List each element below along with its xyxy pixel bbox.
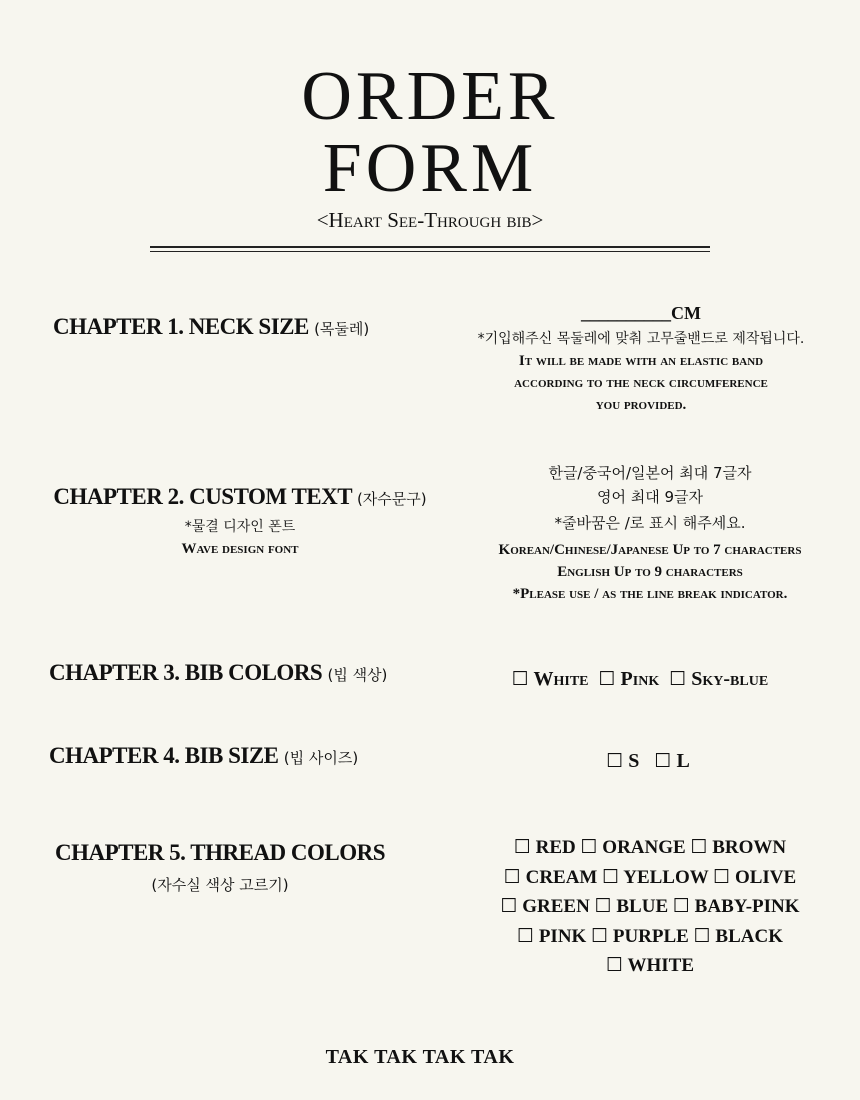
text-rule-en-3: *Please use / as the line break indicator. (512, 586, 788, 602)
bib-color-white-label: White (533, 668, 589, 690)
checkbox-icon: ☐ (602, 865, 620, 888)
thread-cream-label: CREAM (525, 866, 598, 888)
chapter-5-left (20, 840, 420, 895)
font-note-kor: *물결 디자인 폰트 (184, 519, 296, 535)
thread-pink-label: PINK (538, 925, 587, 947)
thread-cream-checkbox[interactable] (504, 867, 598, 888)
checkbox-icon: ☐ (513, 836, 531, 858)
chapter-1-label-kor: (목둘레) (314, 320, 370, 338)
checkbox-icon: ☐ (606, 750, 624, 772)
text-rule-en-1: Korean/Chinese/Japanese Up to 7 characters (498, 542, 802, 558)
chapter-3-label: CHAPTER 3. BIB COLORS (49, 660, 323, 685)
divider-top (150, 246, 710, 248)
thread-blue-label: BLUE (616, 896, 669, 917)
checkbox-icon: ☐ (598, 668, 616, 690)
chapter-3-title (49, 660, 387, 686)
checkbox-icon: ☐ (500, 895, 518, 917)
thread-purple-label: PURPLE (612, 925, 689, 947)
thread-brown-checkbox[interactable] (690, 837, 786, 858)
text-rule-kor-3: *줄바꿈은 /로 표시 해주세요. (554, 514, 746, 532)
checkbox-icon: ☐ (594, 895, 612, 917)
font-note-en: Wave design font (181, 541, 299, 557)
chapter-4-label: CHAPTER 4. BIB SIZE (49, 743, 279, 768)
chapter-4-title (49, 743, 358, 769)
thread-olive-label: OLIVE (734, 866, 797, 888)
thread-color-options (450, 833, 850, 981)
checkbox-icon: ☐ (654, 750, 672, 772)
thread-orange-label: ORANGE (602, 837, 686, 858)
checkbox-icon: ☐ (511, 668, 529, 690)
checkbox-icon: ☐ (606, 954, 624, 976)
subtitle: <Heart See-Through bib> (316, 208, 544, 232)
checkbox-icon: ☐ (580, 836, 598, 858)
title-line-2: FORM (322, 130, 538, 207)
bib-size-options (448, 750, 848, 773)
bib-size-s-label: S (628, 750, 640, 772)
thread-row-3 (450, 892, 850, 922)
chapter-2-details (440, 461, 860, 605)
checkbox-icon: ☐ (503, 865, 521, 888)
thread-black-checkbox[interactable] (694, 926, 783, 947)
thread-white-label: WHITE (627, 955, 694, 976)
thread-yellow-label: YELLOW (623, 866, 709, 888)
thread-brown-label: BROWN (712, 837, 787, 858)
chapter-2-title (40, 484, 440, 510)
thread-blue-checkbox[interactable] (595, 896, 669, 917)
text-rule-kor-2: 영어 최대 9글자 (596, 488, 704, 506)
thread-baby-pink-label: BABY-PINK (694, 896, 800, 917)
checkbox-icon: ☐ (693, 924, 711, 947)
bib-color-pink-checkbox[interactable] (599, 668, 660, 690)
text-rule-en-2: English Up to 9 characters (557, 564, 743, 580)
thread-black-label: BLACK (715, 925, 783, 947)
neck-note-en-3: you provided. (595, 397, 687, 413)
neck-note-kor: *기입해주신 목둘레에 맞춰 고무줄밴드로 제작됩니다. (477, 331, 805, 347)
checkbox-icon: ☐ (591, 924, 609, 947)
checkbox-icon: ☐ (672, 895, 690, 917)
thread-olive-checkbox[interactable] (713, 867, 796, 888)
neck-note-en-2: according to the neck circumference (514, 375, 768, 391)
thread-row-1 (450, 833, 850, 863)
divider-bottom (150, 251, 710, 252)
neck-size-blank: __________CM (581, 303, 701, 323)
thread-white-checkbox[interactable] (606, 955, 694, 976)
chapter-5-label: CHAPTER 5. THREAD COLORS (54, 840, 386, 865)
chapter-5-label-kor: (자수실 색상 고르기) (151, 876, 289, 894)
thread-baby-pink-checkbox[interactable] (673, 896, 800, 917)
text-rule-kor-1: 한글/중국어/일본어 최대 7글자 (548, 464, 752, 482)
chapter-4-label-kor: (빕 사이즈) (283, 749, 359, 767)
bib-size-s-checkbox[interactable] (606, 750, 639, 772)
bib-color-options (440, 668, 840, 691)
chapter-1-title (53, 314, 369, 340)
title-line-1: ORDER (301, 58, 559, 135)
chapter-2-label-kor: (자수문구) (356, 490, 427, 508)
thread-green-checkbox[interactable] (500, 896, 589, 917)
bib-color-white-checkbox[interactable] (512, 668, 589, 690)
thread-orange-checkbox[interactable] (581, 837, 686, 858)
chapter-3-label-kor: (빕 색상) (327, 666, 388, 684)
bib-color-skyblue-label: Sky-blue (691, 668, 769, 690)
bib-size-l-checkbox[interactable] (654, 750, 689, 772)
thread-yellow-checkbox[interactable] (602, 867, 708, 888)
checkbox-icon: ☐ (669, 668, 687, 690)
chapter-1-details (460, 302, 822, 416)
checkbox-icon: ☐ (517, 924, 535, 947)
thread-row-2 (450, 863, 850, 893)
thread-row-4 (450, 922, 850, 952)
bib-color-pink-label: Pink (620, 668, 660, 690)
chapter-1-label: CHAPTER 1. NECK SIZE (53, 314, 309, 339)
bib-color-skyblue-checkbox[interactable] (669, 668, 768, 690)
thread-green-label: GREEN (522, 896, 590, 917)
checkbox-icon: ☐ (690, 836, 708, 858)
chapter-2-label: CHAPTER 2. CUSTOM TEXT (53, 484, 352, 509)
checkbox-icon: ☐ (713, 865, 731, 888)
bib-size-l-label: L (676, 750, 690, 772)
thread-red-label: RED (535, 837, 576, 858)
footer-brand: TAK TAK TAK TAK (325, 1046, 515, 1068)
thread-red-checkbox[interactable] (514, 837, 576, 858)
thread-purple-checkbox[interactable] (591, 926, 689, 947)
thread-pink-checkbox[interactable] (517, 926, 586, 947)
chapter-2-left (40, 484, 440, 560)
thread-row-5 (450, 951, 850, 981)
neck-note-en-1: It will be made with an elastic band (518, 353, 764, 369)
